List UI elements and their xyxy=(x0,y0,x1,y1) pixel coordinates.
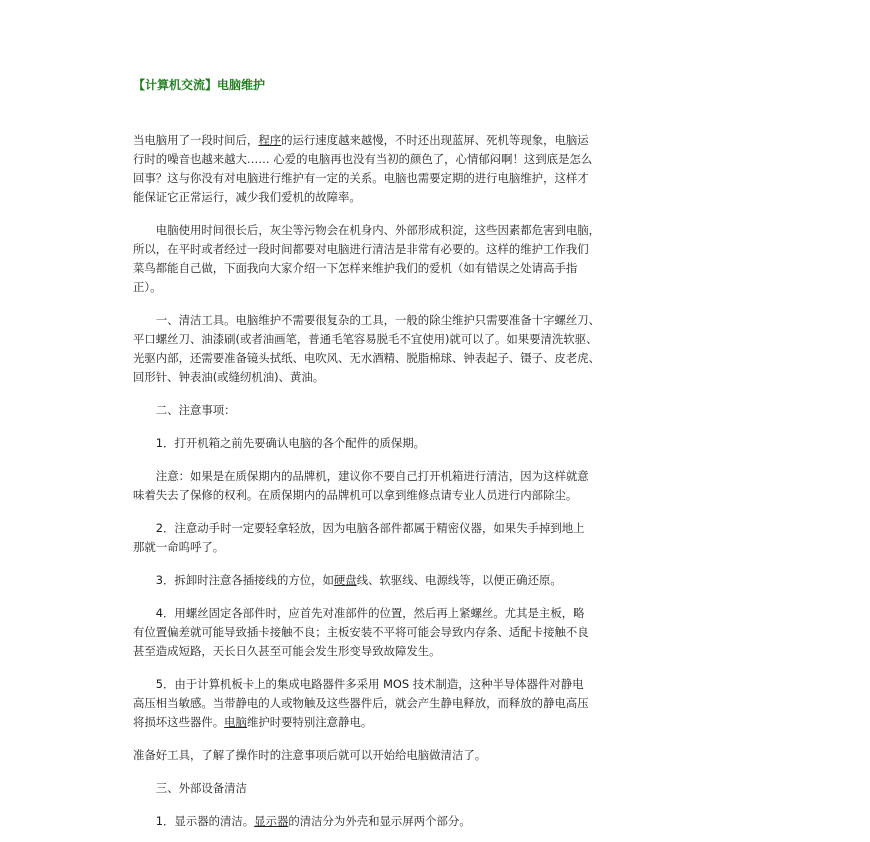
item-cables xyxy=(133,571,743,590)
heading-notes: 二、注意事项： xyxy=(155,403,236,417)
text-line: 5．由于计算机板卡上的集成电路器件多采用 MOS 技术制造，这种半导体器件对静电 xyxy=(155,677,584,691)
item-screws xyxy=(133,604,743,661)
text-line: 一、清洁工具。电脑维护不需要很复杂的工具，一般的除尘维护只需要准备十字螺丝刀、 xyxy=(155,313,601,327)
text-line: 回事？这与你没有对电脑进行维护有一定的关系。电脑也需要定期的进行电脑维护，这样才 xyxy=(133,171,589,185)
item-warranty: 1．打开机箱之前先要确认电脑的各个配件的质保期。 xyxy=(155,436,426,450)
text-line: 光驱内部，还需要准备镜头拭纸、电吹风、无水酒精、脱脂棉球、钟表起子、镊子、皮老虎、 xyxy=(133,351,601,365)
text-span: 的清洁分为外壳和显示屏两个部分。 xyxy=(288,814,471,828)
text-line: 正）。 xyxy=(133,280,162,294)
text-line: 注意：如果是在质保期内的品牌机，建议你不要自己打开机箱进行清洁，因为这样就意 xyxy=(155,469,589,483)
text-line xyxy=(133,131,743,150)
text-span: 线、软驱线、电源线等，以便正确还原。 xyxy=(356,573,562,587)
text-line: 能保证它正常运行，减少我们爱机的故障率。 xyxy=(133,190,361,204)
text-line: 4．用螺丝固定各部件时，应首先对准部件的位置，然后再上紧螺丝。尤其是主板，略 xyxy=(155,606,585,620)
text-line: 电脑使用时间很长后，灰尘等污物会在机身内、外部形成积淀，这些因素都危害到电脑， xyxy=(155,223,601,237)
text-line: 有位置偏差就可能导致插卡接触不良；主板安装不平将可能会导致内存条、适配卡接触不良 xyxy=(133,625,589,639)
text-span: 将损坏这些器件。 xyxy=(133,715,225,729)
paragraph-ready: 准备好工具，了解了操作时的注意事项后就可以开始给电脑做清洁了。 xyxy=(133,748,487,762)
text-line: 2．注意动手时一定要轻拿轻放，因为电脑各部件都属于精密仪器，如果失手掉到地上 xyxy=(155,521,585,535)
document-page xyxy=(133,76,743,831)
text-line: 菜鸟都能自己做，下面我向大家介绍一下怎样来维护我们的爱机（如有错误之处请高手指 xyxy=(133,261,578,275)
paragraph-intro xyxy=(133,131,743,207)
paragraph-tools xyxy=(133,311,743,387)
text-span: 的运行速度越来越慢，不时还出现蓝屏、死机等现象，电脑运 xyxy=(281,133,589,147)
text-line: 味着失去了保修的权利。在质保期内的品牌机可以拿到维修点请专业人员进行内部除尘。 xyxy=(133,488,578,502)
text-line: 甚至造成短路，天长日久甚至可能会发生形变导致故障发生。 xyxy=(133,644,441,658)
text-line: 高压相当敏感。当带静电的人或物触及这些器件后，就会产生静电释放，而释放的静电高压 xyxy=(133,696,589,710)
note-warranty xyxy=(133,467,743,505)
link-program[interactable]: 程序 xyxy=(258,133,282,147)
heading-external: 三、外部设备清洁 xyxy=(155,781,247,795)
text-line: 平口螺丝刀、油漆刷(或者油画笔，普通毛笔容易脱毛不宜使用)就可以了。如果要清洗软驱、 xyxy=(133,332,598,346)
text-span: 维护时要特别注意静电。 xyxy=(246,715,373,729)
text-line: 那就一命呜呼了。 xyxy=(133,540,225,554)
item-static xyxy=(133,675,743,732)
link-computer[interactable]: 电脑 xyxy=(224,715,247,729)
document-title: 【计算机交流】电脑维护 xyxy=(133,78,266,92)
text-span: 当电脑用了一段时间后， xyxy=(133,133,259,147)
paragraph-dust xyxy=(133,221,743,297)
text-span: 1．显示器的清洁。 xyxy=(155,814,255,828)
item-monitor xyxy=(133,812,743,831)
text-line: 所以，在平时或者经过一段时间都要对电脑进行清洁是非常有必要的。这样的维护工作我们 xyxy=(133,242,589,256)
text-line: 行时的噪音也越来越大…… 心爱的电脑再也没有当初的颜色了，心情郁闷啊！这到底是怎么 xyxy=(133,152,593,166)
link-monitor[interactable]: 显示器 xyxy=(254,814,289,828)
text-line: 回形针、钟表油(或缝纫机油)、黄油。 xyxy=(133,370,325,384)
item-handle-carefully xyxy=(133,519,743,557)
text-span: 3．拆卸时注意各插接线的方位，如 xyxy=(155,573,334,587)
link-hard-disk[interactable]: 硬盘 xyxy=(333,573,357,587)
text-line xyxy=(133,713,743,732)
